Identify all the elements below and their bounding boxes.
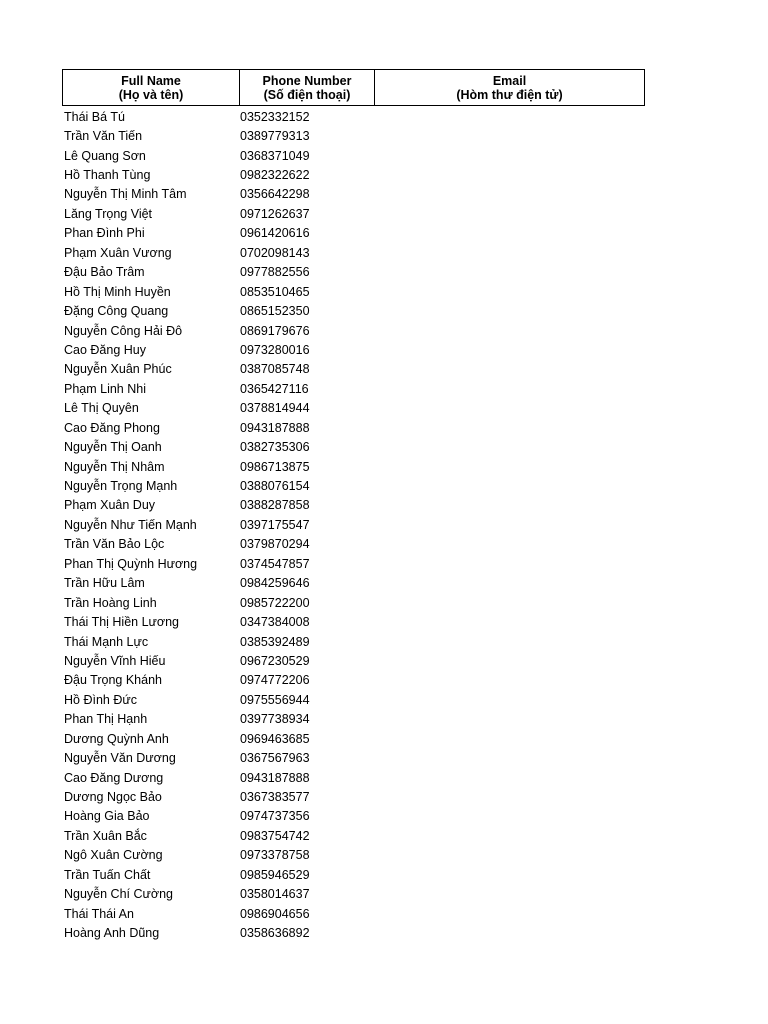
table-row <box>62 632 645 651</box>
table-body <box>62 107 645 943</box>
table-row <box>62 418 645 437</box>
full-name-cell: Hồ Đình Đức <box>64 692 137 707</box>
table-row <box>62 554 645 573</box>
full-name-cell: Dương Ngọc Bảo <box>64 790 162 805</box>
phone-number-cell: 0367567963 <box>240 751 310 766</box>
table-row <box>62 923 645 942</box>
phone-number-cell: 0367383577 <box>240 790 310 805</box>
phone-number-cell: 0347384008 <box>240 615 310 630</box>
full-name-cell: Trần Văn Bảo Lộc <box>64 537 165 552</box>
phone-number-cell: 0983754742 <box>240 828 310 843</box>
phone-number-cell: 0977882556 <box>240 265 310 280</box>
header-full-name-en: Full Name <box>121 73 181 88</box>
table-row <box>62 535 645 554</box>
full-name-cell: Hồ Thanh Tùng <box>64 168 151 183</box>
phone-number-cell: 0702098143 <box>240 245 310 260</box>
full-name-cell: Phan Thị Hạnh <box>64 712 148 727</box>
header-phone-number-en: Phone Number <box>262 73 352 88</box>
full-name-cell: Nguyễn Như Tiến Mạnh <box>64 517 197 532</box>
full-name-cell: Cao Đăng Phong <box>64 420 160 435</box>
phone-number-cell: 0388287858 <box>240 498 310 513</box>
phone-number-cell: 0389779313 <box>240 129 310 144</box>
table-row <box>62 826 645 845</box>
table-row <box>62 379 645 398</box>
phone-number-cell: 0973280016 <box>240 342 310 357</box>
full-name-cell: Thái Mạnh Lực <box>64 634 149 649</box>
full-name-cell: Phan Thị Quỳnh Hương <box>64 556 198 571</box>
phone-number-cell: 0985946529 <box>240 867 310 882</box>
phone-number-cell: 0365427116 <box>240 381 309 396</box>
phone-number-cell: 0397175547 <box>240 517 310 532</box>
table-row <box>62 787 645 806</box>
full-name-cell: Nguyễn Thị Nhâm <box>64 459 165 474</box>
phone-number-cell: 0352332152 <box>240 109 310 124</box>
phone-number-cell: 0358636892 <box>240 926 310 941</box>
table-row <box>62 768 645 787</box>
header-email-vi: (Hòm thư điện tử) <box>456 87 563 102</box>
phone-number-cell: 0378814944 <box>240 401 310 416</box>
table-row <box>62 340 645 359</box>
phone-number-cell: 0853510465 <box>240 284 310 299</box>
full-name-cell: Đậu Bảo Trâm <box>64 265 145 280</box>
phone-number-cell: 0943187888 <box>240 420 310 435</box>
phone-number-cell: 0356642298 <box>240 187 310 202</box>
table-row <box>62 146 645 165</box>
phone-number-cell: 0387085748 <box>240 362 310 377</box>
table-row <box>62 729 645 748</box>
table-row <box>62 165 645 184</box>
phone-number-cell: 0985722200 <box>240 595 310 610</box>
phone-number-cell: 0358014637 <box>240 887 310 902</box>
full-name-cell: Đặng Công Quang <box>64 304 169 319</box>
phone-number-cell: 0869179676 <box>240 323 310 338</box>
phone-number-cell: 0982322622 <box>240 168 310 183</box>
full-name-cell: Đậu Trọng Khánh <box>64 673 162 688</box>
table-row <box>62 885 645 904</box>
table-row <box>62 243 645 262</box>
header-phone-number-vi: (Số điện thoại) <box>263 87 351 102</box>
table-row <box>62 651 645 670</box>
phone-number-cell: 0974737356 <box>240 809 310 824</box>
full-name-cell: Nguyễn Trọng Mạnh <box>64 479 178 494</box>
full-name-cell: Trần Xuân Bắc <box>64 828 147 843</box>
phone-number-cell: 0986904656 <box>240 906 310 921</box>
table-row <box>62 612 645 631</box>
table-row <box>62 865 645 884</box>
full-name-cell: Trần Hữu Lâm <box>64 576 145 591</box>
table-row <box>62 399 645 418</box>
full-name-cell: Nguyễn Vĩnh Hiếu <box>64 653 166 668</box>
phone-number-cell: 0388076154 <box>240 479 310 494</box>
table-row <box>62 263 645 282</box>
table-row <box>62 710 645 729</box>
full-name-cell: Thái Thị Hiền Lương <box>64 615 180 630</box>
table-row <box>62 574 645 593</box>
full-name-cell: Hồ Thị Minh Huyền <box>64 284 171 299</box>
phone-number-cell: 0865152350 <box>240 304 310 319</box>
full-name-cell: Cao Đăng Huy <box>64 342 146 357</box>
full-name-cell: Nguyễn Văn Dương <box>64 751 176 766</box>
table-row <box>62 360 645 379</box>
phone-number-cell: 0382735306 <box>240 440 310 455</box>
header-full-name <box>63 70 239 105</box>
table-row <box>62 476 645 495</box>
header-email-en: Email <box>492 73 527 88</box>
table-row <box>62 690 645 709</box>
phone-number-cell: 0385392489 <box>240 634 310 649</box>
table-row <box>62 457 645 476</box>
full-name-cell: Thái Bá Tú <box>64 109 125 124</box>
phone-number-cell: 0374547857 <box>240 556 310 571</box>
phone-number-cell: 0986713875 <box>240 459 310 474</box>
full-name-cell: Nguyễn Chí Cường <box>64 887 173 902</box>
phone-number-cell: 0379870294 <box>240 537 310 552</box>
table-row <box>62 204 645 223</box>
table-row <box>62 437 645 456</box>
full-name-cell: Dương Quỳnh Anh <box>64 731 169 746</box>
full-name-cell: Nguyễn Công Hải Đô <box>64 323 183 338</box>
full-name-cell: Trần Tuấn Chất <box>64 867 151 882</box>
phone-number-cell: 0943187888 <box>240 770 310 785</box>
phone-number-cell: 0969463685 <box>240 731 310 746</box>
table-row <box>62 282 645 301</box>
phone-number-cell: 0971262637 <box>240 206 310 221</box>
contact-table <box>62 69 645 943</box>
table-row <box>62 126 645 145</box>
table-row <box>62 321 645 340</box>
header-full-name-vi: (Họ và tên) <box>118 87 184 102</box>
full-name-cell: Hoàng Gia Bảo <box>64 809 150 824</box>
full-name-cell: Phạm Xuân Vương <box>64 245 172 260</box>
table-row <box>62 107 645 126</box>
header-phone-number <box>239 70 374 105</box>
full-name-cell: Nguyễn Thị Minh Tâm <box>64 187 187 202</box>
table-row <box>62 748 645 767</box>
phone-number-cell: 0975556944 <box>240 692 310 707</box>
full-name-cell: Lăng Trọng Việt <box>64 206 153 221</box>
full-name-cell: Nguyễn Xuân Phúc <box>64 362 172 377</box>
full-name-cell: Cao Đăng Dương <box>64 770 164 785</box>
table-row <box>62 807 645 826</box>
phone-number-cell: 0984259646 <box>240 576 310 591</box>
table-row <box>62 671 645 690</box>
table-row <box>62 496 645 515</box>
header-email <box>374 70 644 105</box>
table-row <box>62 593 645 612</box>
table-row <box>62 185 645 204</box>
full-name-cell: Trần Văn Tiến <box>64 129 143 144</box>
phone-number-cell: 0974772206 <box>240 673 310 688</box>
full-name-cell: Phan Đình Phi <box>64 226 145 241</box>
full-name-cell: Nguyễn Thị Oanh <box>64 440 162 455</box>
table-row <box>62 904 645 923</box>
full-name-cell: Thái Thái An <box>64 906 134 921</box>
table-header <box>62 69 645 106</box>
full-name-cell: Phạm Linh Nhi <box>64 381 146 396</box>
table-row <box>62 301 645 320</box>
phone-number-cell: 0973378758 <box>240 848 310 863</box>
phone-number-cell: 0961420616 <box>240 226 310 241</box>
full-name-cell: Phạm Xuân Duy <box>64 498 156 513</box>
full-name-cell: Lê Quang Sơn <box>64 148 146 163</box>
phone-number-cell: 0967230529 <box>240 653 310 668</box>
table-row <box>62 846 645 865</box>
phone-number-cell: 0397738934 <box>240 712 310 727</box>
table-row <box>62 224 645 243</box>
full-name-cell: Lê Thị Quyên <box>64 401 139 416</box>
full-name-cell: Trần Hoàng Linh <box>64 595 157 610</box>
phone-number-cell: 0368371049 <box>240 148 310 163</box>
table-row <box>62 515 645 534</box>
full-name-cell: Ngô Xuân Cường <box>64 848 163 863</box>
full-name-cell: Hoàng Anh Dũng <box>64 926 160 941</box>
